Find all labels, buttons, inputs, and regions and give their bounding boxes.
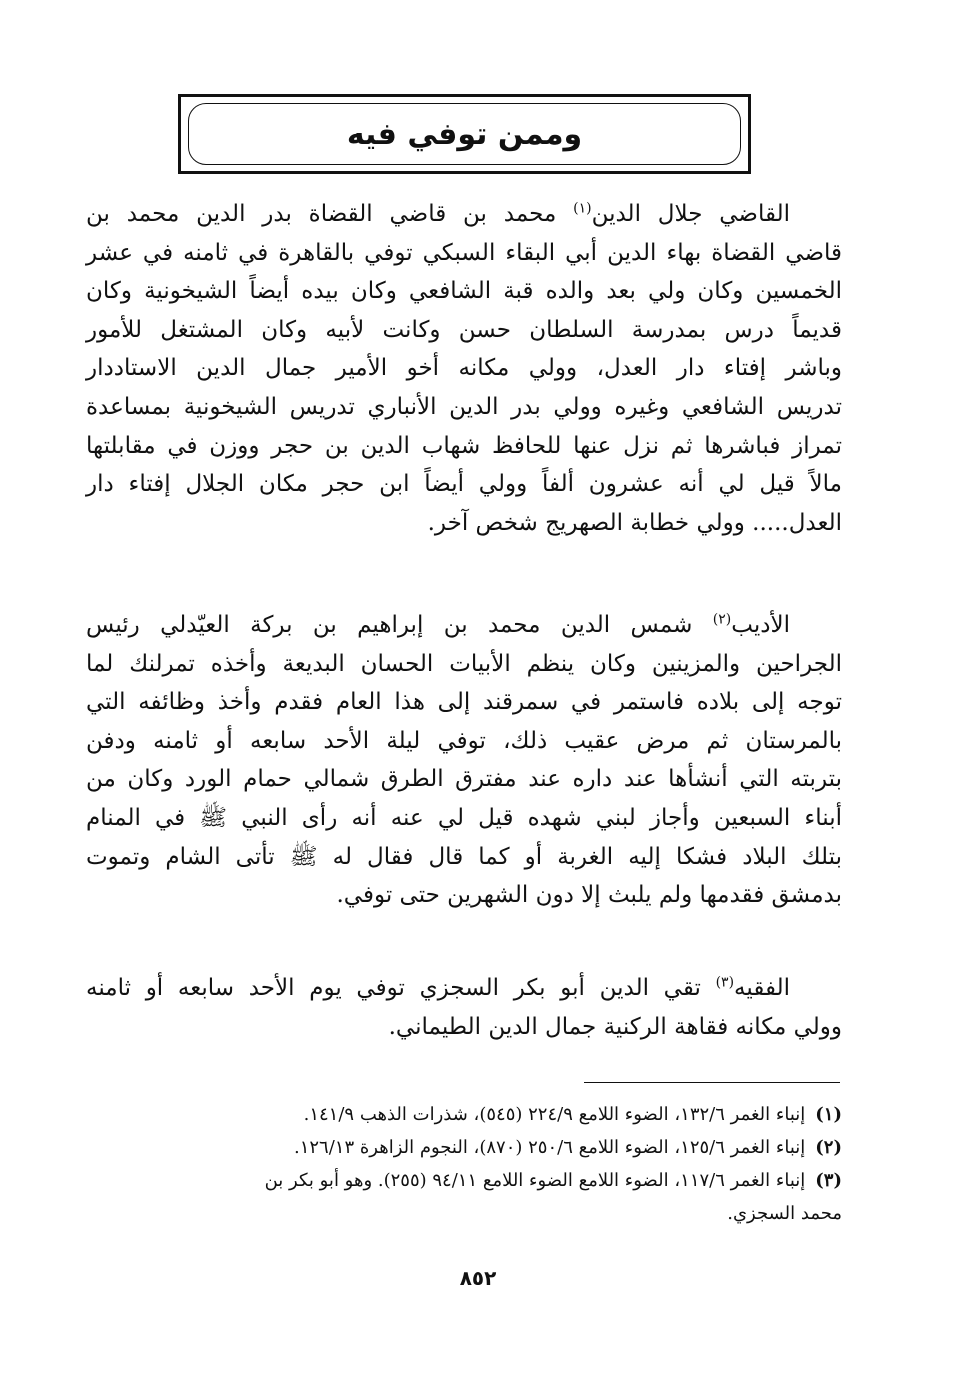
footnote-number: (١): [815, 1104, 842, 1125]
footnote-2: [86, 1131, 842, 1164]
footnote-text: إنباء الغمر ١٣٢/٦، الضوء اللامع ٢٢٤/٩ (٥٤٥)، شذرات الذهب ١٤١/٩.: [303, 1104, 806, 1125]
page-number: ٨٥٢: [459, 1266, 497, 1290]
footnote-marker: (٢): [712, 611, 732, 628]
paragraph-line: بتربته التي أنشأها عند داره عند مفترق الطرق شمالي حمام الورد وكان من: [86, 766, 842, 793]
paragraph-2: [86, 606, 842, 915]
paragraph-3: [86, 969, 842, 1046]
paragraph-line: العدل..... وولي خطابة الصهريج شخص آخر.: [427, 509, 842, 536]
paragraph-line: قاضي القضاة بهاء الدين أبي البقاء السبكي توفي بالقاهرة في ثامنه في عشر: [86, 239, 842, 266]
paragraph-line: بدمشق فقدمها ولم يلبث إلا دون الشهرين حتى توفي.: [336, 882, 842, 909]
title-frame: [178, 94, 751, 174]
paragraph-line: الفقيه$^{(٣)}$ تقي الدين أبو بكر السجزي توفي يوم الأحد سابعه أو ثامنه: [86, 974, 790, 1001]
footnotes: [86, 1098, 842, 1230]
footnote-marker: (٣): [715, 974, 735, 991]
footnote-text: إنباء الغمر ١٢٥/٦، الضوء اللامع ٢٥٠/٦ (٨٧٠)، النجوم الزاهرة ١٢٦/١٣.: [293, 1137, 806, 1158]
paragraph-line: بتلك البلاد فشكا إليه الغربة أو كما قال فقال له ﷺ تأتى الشام وتموت: [86, 843, 842, 870]
paragraph-line: قديماً درس بمدرسة السلطان حسن وكانت لأبيه وكان المشتغل للأمور: [86, 316, 842, 343]
footnote-number: (٣): [815, 1170, 842, 1191]
footnote-3-continuation: محمد السجزي.: [727, 1203, 842, 1224]
paragraph-line: وباشر إفتاء دار العدل، وولي مكانه أخو الأمير جمال الدين الاستاددار: [86, 355, 842, 382]
footnote-divider: [584, 1082, 840, 1083]
paragraph-line: القاضي جلال الدين$^{(١)}$ محمد بن قاضي القضاة بدر الدين محمد بن: [86, 200, 790, 227]
footnote-1: [86, 1098, 842, 1131]
footnote-marker: (١): [573, 200, 592, 217]
paragraph-line: الجراحين والمزينين وكان ينظم الأبيات الحسان البديعة وأخذه تمرلنك لما: [86, 650, 842, 677]
paragraph-line: أبناء السبعين وأجاز لبني شهده قيل لي عنه أنه رأى النبي ﷺ في المنام: [86, 804, 842, 831]
footnote-text: إنباء الغمر ١١٧/٦، الضوء اللامع الضوء اللامع ٩٤/١١ (٢٥٥). وهو أبو بكر بن: [264, 1170, 806, 1191]
page-title: وممن توفي فيه: [346, 116, 583, 152]
paragraph-1: [86, 195, 842, 542]
footnote-3: [86, 1164, 842, 1197]
paragraph-line: وولي مكانه فقاهة الركنية جمال الدين الطيماني.: [388, 1013, 842, 1040]
paragraph-lead: الفقيه: [734, 975, 790, 1001]
paragraph-lead: القاضي جلال الدين: [591, 201, 790, 227]
paragraph-line: بالمرستان ثم مرض عقيب ذلك، توفي ليلة الأحد سابعه أو ثامنه ودفن: [86, 727, 842, 754]
paragraph-line: الخمسين وكان ولي بعد والده قبة الشافعي وكان بيده أيضاً الشيخونية وكان: [86, 278, 842, 305]
paragraph-line: مالاً قيل لي أنه عشرون ألفاً وولي أيضاً ابن حجر مكان الجلال إفتاء دار: [86, 471, 842, 498]
paragraph-line: تدريس الشافعي وغيره وولي بدر الدين الأنباري تدريس الشيخونية بمساعدة: [86, 393, 842, 420]
paragraph-line: الأديب$^{(٢)}$ شمس الدين محمد بن إبراهيم بن بركة العيّدلي رئيس: [86, 611, 790, 638]
title-inner-border: [188, 103, 741, 165]
paragraph-lead: الأديب: [731, 612, 790, 638]
paragraph-line: تمراز فباشرها ثم نزل عنها للحافظ شهاب الدين بن حجر ووزن في مقابلتها: [86, 432, 842, 459]
paragraph-line: توجه إلى بلاده فاستمر في سمرقند إلى هذا العام فقدم وأخذ وظائفه التي: [86, 689, 842, 716]
footnote-number: (٢): [815, 1137, 842, 1158]
